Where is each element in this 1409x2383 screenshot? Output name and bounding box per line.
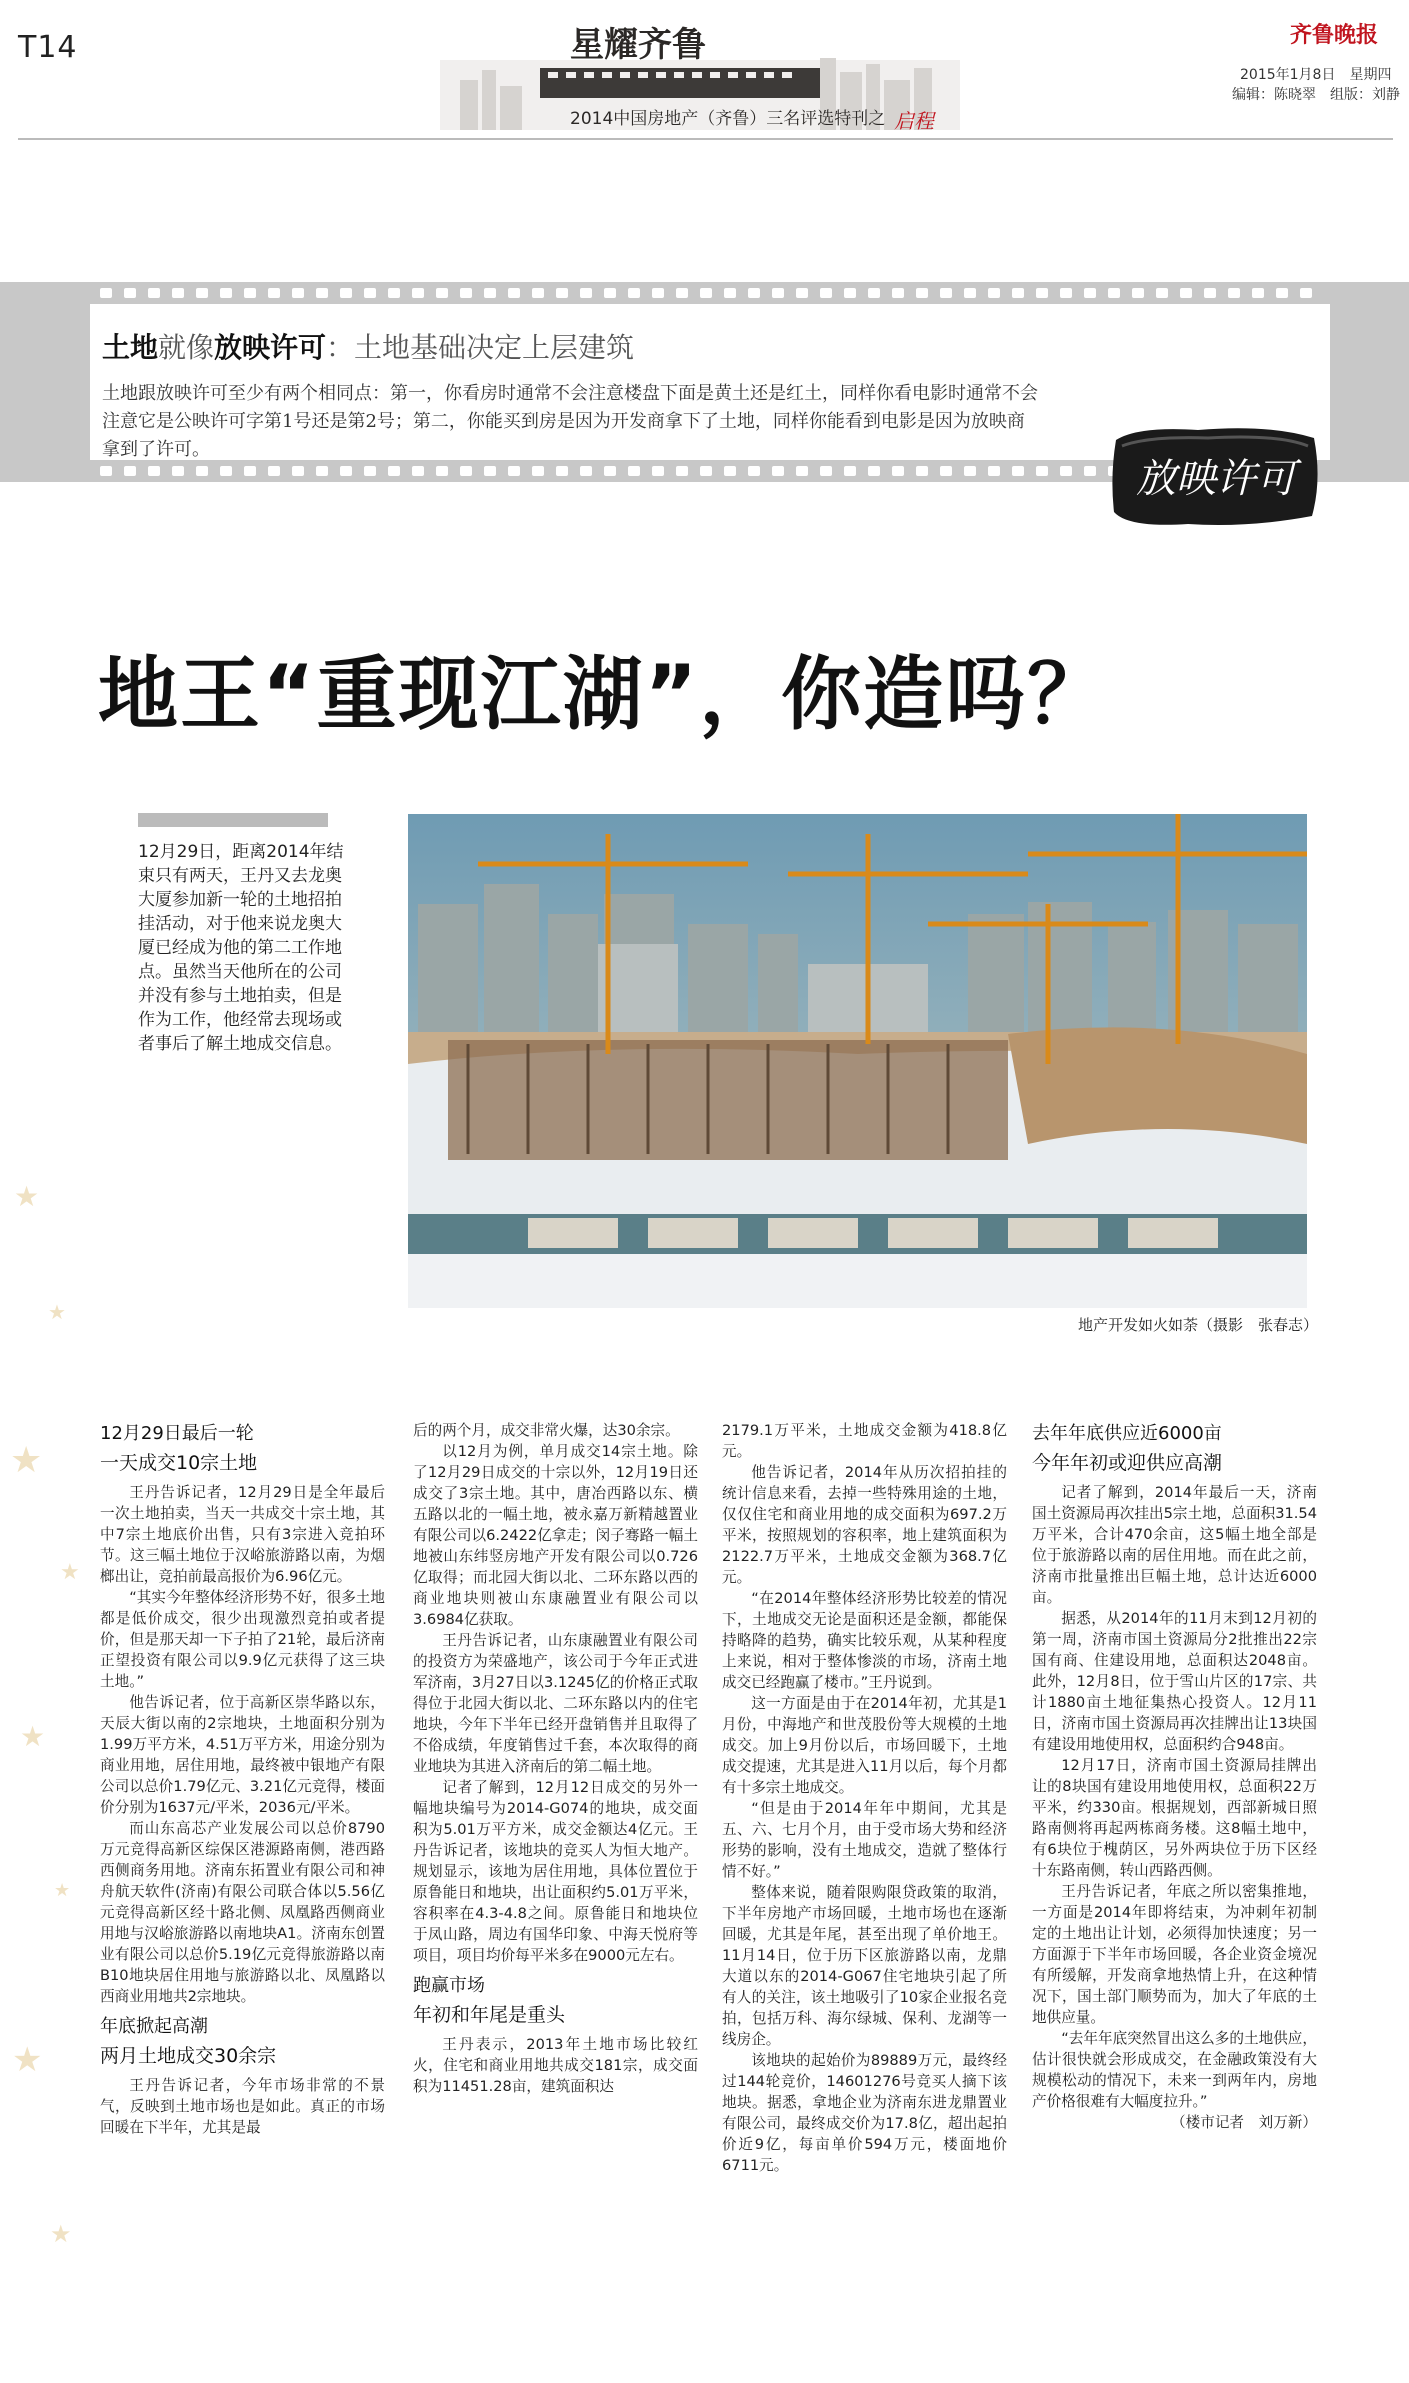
sprocket-hole [676, 466, 688, 476]
paragraph: 记者了解到，12月12日成交的另外一幅地块编号为2014-G074的地块，成交面积为5.01万平方米，成交金额达4亿元。王丹告诉记者，该地块的竞买人为恒大地产。规划显示，该地为居住用地，具体位置位于原鲁能日和地块，出让面积约5.01万平米，容积率在4.3-4.8之间。原鲁能日和地块位于凤山路，周边有国华印象、中海天悦府等项目，项目均价每平米多在9000元左右。 [413, 1779, 698, 1964]
star-decoration-icon: ★ [48, 1300, 66, 1324]
title-part-license: 放映许可 [214, 331, 327, 364]
article-column-2 [413, 1420, 698, 2097]
article-column-4 [1032, 1420, 1317, 2133]
sprocket-hole [844, 466, 856, 476]
lead-paragraph: 12月29日，距离2014年结束只有两天，王丹又去龙奥大厦参加新一轮的土地招拍挂活动，对于他来说龙奥大厦已经成为他的第二工作地点。虽然当天他所在的公司并没有参与土地拍卖，但是作为工作，他经常去现场或者事后了解土地成交信息。 [138, 842, 344, 1054]
paragraph: 王丹告诉记者，今年市场非常的不景气，反映到土地市场也是如此。真正的市场回暖在下半年，尤其是最 [100, 2077, 385, 2136]
sprocket-hole [988, 466, 1000, 476]
sprocket-hole [292, 288, 304, 298]
subhead: 跑赢市场 [413, 1975, 485, 1996]
paragraph: 他告诉记者，位于高新区崇华路以东，天辰大街以南的2宗地块，土地面积分别为1.99万平方米，4.51万平方米，用途分别为商业用地，居住用地，最终被中银地产有限公司以总价1.79亿元、3.21亿元竞得，楼面价分别为1637元/平米，2036元/平米。 [100, 1694, 385, 1816]
subhead: 12月29日最后一轮 [100, 1423, 254, 1444]
paragraph: 王丹告诉记者，山东康融置业有限公司的投资方为荣盛地产，该公司于今年正式进军济南，3月27日以3.1245亿的价格正式取得位于北园大街以北、二环东路以内的住宅地块，今年下半年已经开盘销售并且取得了不俗成绩，年度销售过千套，本次取得的商业地块为其进入济南后的第二幅土地。 [413, 1632, 698, 1775]
paragraph: 以12月为例，单月成交14宗土地。除了12月29日成交的十宗以外，12月19日还成交了3宗土地。其中，唐冶西路以东、横五路以北的一幅土地，被永嘉万新精越置业有限公司以6.2422亿拿走；闵子骞路一幅土地被山东纬竖房地产开发有限公司以0.726亿取得；而北园大街以北、二环东路以西的商业地块则被山东康融置业有限公司以3.6984亿获取。 [413, 1443, 698, 1628]
sprocket-hole [724, 288, 736, 298]
star-decoration-icon: ★ [12, 2040, 43, 2080]
sprocket-hole [172, 466, 184, 476]
sprocket-hole [796, 466, 808, 476]
page-number: T14 [18, 30, 78, 65]
sprocket-hole [532, 466, 544, 476]
sprocket-hole [1084, 466, 1096, 476]
sprocket-hole [508, 466, 520, 476]
title-part-rest: ：土地基础决定上层建筑 [326, 331, 635, 364]
sprocket-hole [964, 466, 976, 476]
sprocket-hole [916, 466, 928, 476]
paragraph: 王丹表示，2013年土地市场比较红火，住宅和商业用地共成交181宗，成交面积为11451.28亩，建筑面积达 [413, 2036, 698, 2095]
sprocket-hole [364, 288, 376, 298]
sprocket-hole [964, 288, 976, 298]
sprocket-hole [412, 466, 424, 476]
star-decoration-icon: ★ [60, 1560, 80, 1585]
sprocket-hole [772, 466, 784, 476]
paragraph: 2179.1万平米，土地成交金额为418.8亿元。 [722, 1422, 1007, 1460]
byline: （楼市记者 刘万新） [1171, 2114, 1317, 2131]
sprocket-hole [868, 288, 880, 298]
brush-stamp [1108, 420, 1323, 532]
paragraph: 而山东高芯产业发展公司以总价8790万元竞得高新区综保区港源路南侧，港西路西侧商务用地。济南东拓置业有限公司和神舟航天软件(济南)有限公司联合体以5.56亿元竞得高新区经十路北侧、凤凰路西侧商业用地与汉峪旅游路以南地块A1。济南东创置业有限公司以总价5.19亿元竞得旅游路以南B10地块居住用地与旅游路以北、凤凰路以西商业用地共2宗地块。 [100, 1820, 385, 2005]
paragraph: 这一方面是由于在2014年初，尤其是1月份，中海地产和世茂股份等大规模的土地成交。加上9月份以后，市场回暖下，土地成交提速，尤其是进入11月以后，每个月都有十多宗土地成交。 [722, 1695, 1007, 1796]
paragraph: 据悉，从2014年的11月末到12月初的第一周，济南市国土资源局分2批推出22宗国有商、住建设用地，总面积达2048亩。此外，12月8日，位于雪山片区的17宗、共计1880亩土地征集热心投资人。12月11日，济南市国土资源局再次挂牌出让13块国有建设用地使用权，总面积约合948亩。 [1032, 1610, 1317, 1753]
sprocket-hole [700, 466, 712, 476]
sprocket-hole [148, 466, 160, 476]
sprocket-hole [244, 466, 256, 476]
star-decoration-icon: ★ [50, 2220, 72, 2248]
sprocket-hole [748, 288, 760, 298]
sprocket-hole [1180, 288, 1192, 298]
sprocket-hole [820, 288, 832, 298]
paragraph: 王丹告诉记者，12月29日是全年最后一次土地拍卖，当天一共成交十宗土地，其中7宗土地底价出售，只有3宗进入竞拍环节。这三幅土地位于汉峪旅游路以南，为烟榔出让，竞拍前最高报价为6.96亿元。 [100, 1484, 385, 1585]
paragraph: 王丹告诉记者，年底之所以密集推地，一方面是2014年即将结束，为冲刺年初制定的土地出让计划，必须得加快速度；另一方面源于下半年市场回暖，各企业资金境况有所缓解，开发商拿地热情上升，在这种情况下，国土部门顺势而为，加大了年底的土地供应量。 [1032, 1883, 1317, 2026]
star-decoration-icon: ★ [14, 1180, 40, 1213]
sprocket-hole [508, 288, 520, 298]
banner-sign: 启程 [894, 109, 934, 133]
sprocket-hole [604, 288, 616, 298]
sprocket-hole [100, 466, 112, 476]
sprocket-hole [1300, 288, 1312, 298]
header-banner [440, 20, 960, 138]
subhead: 今年年初或迎供应高潮 [1032, 1452, 1223, 1474]
sprocket-hole [1060, 466, 1072, 476]
paragraph: 后的两个月，成交非常火爆，达30余宗。 [413, 1422, 680, 1439]
banner-subtitle: 2014中国房地产（齐鲁）三名评选特刊之 [570, 109, 886, 129]
sprocket-hole [748, 466, 760, 476]
sprocket-hole [436, 466, 448, 476]
sprocket-hole [172, 288, 184, 298]
paragraph: “去年年底突然冒出这么多的土地供应，估计很快就会形成成交，在金融政策没有大规模松动的情况下，未来一到两年内，房地产价格很难有大幅度拉升。” [1032, 2030, 1317, 2110]
sprocket-hole [892, 466, 904, 476]
film-section-body: 土地跟放映许可至少有两个相同点：第一，你看房时通常不会注意楼盘下面是黄土还是红土，同样你看电影时通常不会注意它是公映许可字第1号还是第2号；第二，你能买到房是因为开发商拿下了土地，同样你能看到电影是因为放映商拿到了许可。 [102, 383, 1038, 460]
title-part-land: 土地 [102, 331, 159, 364]
issue-date: 2015年1月8日 星期四 [1240, 67, 1392, 83]
sprocket-hole [724, 466, 736, 476]
sprocket-hole [844, 288, 856, 298]
sprocket-hole [220, 466, 232, 476]
sprocket-hole [364, 466, 376, 476]
sprocket-hole [412, 288, 424, 298]
sprocket-hole [340, 288, 352, 298]
sprocket-hole [436, 288, 448, 298]
sprocket-hole [268, 288, 280, 298]
star-decoration-icon: ★ [10, 1440, 43, 1481]
construction-site-photo [408, 814, 1307, 1308]
sprocket-hole [604, 466, 616, 476]
editor-credit: 编辑：陈晓翠 组版：刘静 [1232, 87, 1400, 103]
sprocket-hole [916, 288, 928, 298]
main-headline: 地王“重现江湖”，你造吗？ [98, 648, 1110, 741]
sprocket-hole [892, 288, 904, 298]
sprocket-hole [556, 288, 568, 298]
subhead: 年初和年尾是重头 [413, 2004, 566, 2026]
photo-caption: 地产开发如火如荼（摄影 张春志） [1078, 1316, 1319, 1334]
sprocket-hole [124, 288, 136, 298]
sprocket-hole [388, 466, 400, 476]
sprocket-hole [676, 288, 688, 298]
sprocket-hole [460, 466, 472, 476]
star-decoration-icon: ★ [20, 1720, 46, 1753]
sprocket-hole [772, 288, 784, 298]
sprocket-hole [484, 288, 496, 298]
subhead: 两月土地成交30余宗 [100, 2045, 277, 2067]
sprocket-hole [652, 288, 664, 298]
sprocket-hole [940, 466, 952, 476]
sprocket-hole [124, 466, 136, 476]
sprocket-hole [1156, 288, 1168, 298]
sprocket-hole [1276, 288, 1288, 298]
sprocket-hole [868, 466, 880, 476]
sprocket-hole [580, 288, 592, 298]
paragraph: 记者了解到，2014年最后一天，济南国土资源局再次挂出5宗土地，总面积31.54万平米，合计470余亩，这5幅土地全部是位于旅游路以南的居住用地。而在此之前，济南市批量推出巨幅土地，总计达近6000亩。 [1032, 1484, 1317, 1606]
paragraph: “在2014年整体经济形势比较差的情况下，土地成交无论是面积还是金额，都能保持略降的趋势，确实比较乐观，从某种程度上来说，相对于整体惨淡的市场，济南土地成交已经跑赢了楼市。”王丹说到。 [722, 1590, 1007, 1691]
sprocket-hole [1252, 288, 1264, 298]
subhead: 一天成交10宗土地 [100, 1452, 258, 1474]
banner-title: 星耀齐鲁 [570, 25, 706, 65]
paragraph: 整体来说，随着限购限贷政策的取消，下半年房地产市场回暖，土地市场也在逐渐回暖，尤其是年尾，甚至出现了单价地王。11月14日，位于历下区旅游路以南，龙鼎大道以东的2014-G067住宅地块引起了所有人的关注，该土地吸引了10家企业报名竞拍，包括万科、海尔绿城、保利、龙湖等一线房企。 [722, 1884, 1007, 2048]
stamp-text: 放映许可 [1136, 456, 1296, 502]
paragraph: 他告诉记者，2014年从历次招拍挂的统计信息来看，去掉一些特殊用途的土地，仅仅住宅和商业用地的成交面积为697.2万平米，按照规划的容积率，地上建筑面积为2122.7万平米，土地成交金额为368.7亿元。 [722, 1464, 1007, 1586]
sprocket-hole [100, 288, 112, 298]
subhead: 年底掀起高潮 [100, 2016, 208, 2037]
sprocket-hole [652, 466, 664, 476]
sprocket-hole [628, 466, 640, 476]
sprocket-hole [1060, 288, 1072, 298]
header-divider [18, 138, 1393, 140]
sprocket-hole [1132, 288, 1144, 298]
sprocket-hole [292, 466, 304, 476]
sprocket-hole [700, 288, 712, 298]
paragraph: 该地块的起始价为89889万元，最终经过144轮竞价，14601276号竞买人摘下该地块。据悉，拿地企业为济南东进龙鼎置业有限公司，最终成交价为17.8亿，超出起拍价近9亿，每亩单价594万元，楼面地价6711元。 [722, 2052, 1007, 2174]
sprocket-hole [340, 466, 352, 476]
sprocket-hole [580, 466, 592, 476]
paragraph: “其实今年整体经济形势不好，很多土地都是低价成交，很少出现激烈竞拍或者提价，但是那天却一下子拍了21轮，最后济南正望投资有限公司以9.9亿元获得了这三块土地。” [100, 1589, 385, 1690]
article-column-1 [100, 1420, 385, 2138]
sprocket-hole [316, 466, 328, 476]
sprocket-hole [196, 466, 208, 476]
sprocket-hole [796, 288, 808, 298]
sprocket-hole [1204, 288, 1216, 298]
sprocket-hole [220, 288, 232, 298]
sprocket-hole [244, 288, 256, 298]
sprocket-hole [940, 288, 952, 298]
sprocket-hole [532, 288, 544, 298]
sprocket-hole [556, 466, 568, 476]
title-part-like: 就像 [158, 331, 215, 364]
sprocket-hole [484, 466, 496, 476]
sprocket-hole [1084, 288, 1096, 298]
paragraph: 12月17日，济南市国土资源局挂牌出让的8块国有建设用地使用权，总面积22万平米，约330亩。根据规划，西部新城日照路南侧将再起两栋商务楼。这8幅土地中，有6块位于槐荫区，另外两块位于历下区经十东路南侧，转山西路西侧。 [1032, 1757, 1317, 1879]
sprocket-hole [316, 288, 328, 298]
sprocket-hole [1108, 288, 1120, 298]
sprocket-hole [148, 288, 160, 298]
sprocket-hole [268, 466, 280, 476]
newspaper-brand: 齐鲁晚报 [1290, 22, 1379, 48]
film-section-title [102, 326, 634, 366]
article-column-3 [722, 1420, 1007, 2176]
sprocket-hole [1012, 288, 1024, 298]
star-decoration-icon: ★ [54, 1880, 71, 1901]
sprocket-hole [196, 288, 208, 298]
lead-accent-bar [138, 813, 328, 827]
sprocket-hole [1036, 288, 1048, 298]
sprocket-hole [988, 288, 1000, 298]
sprocket-hole [628, 288, 640, 298]
subhead: 去年年底供应近6000亩 [1032, 1423, 1222, 1444]
sprocket-hole [1228, 288, 1240, 298]
sprocket-hole [460, 288, 472, 298]
sprocket-hole [1012, 466, 1024, 476]
sprocket-hole [820, 466, 832, 476]
paragraph: “但是由于2014年年中期间，尤其是五、六、七月个月，由于受市场大势和经济形势的影响，没有土地成交，造就了整体行情不好。” [722, 1800, 1007, 1880]
sprocket-hole [388, 288, 400, 298]
sprocket-hole [1036, 466, 1048, 476]
